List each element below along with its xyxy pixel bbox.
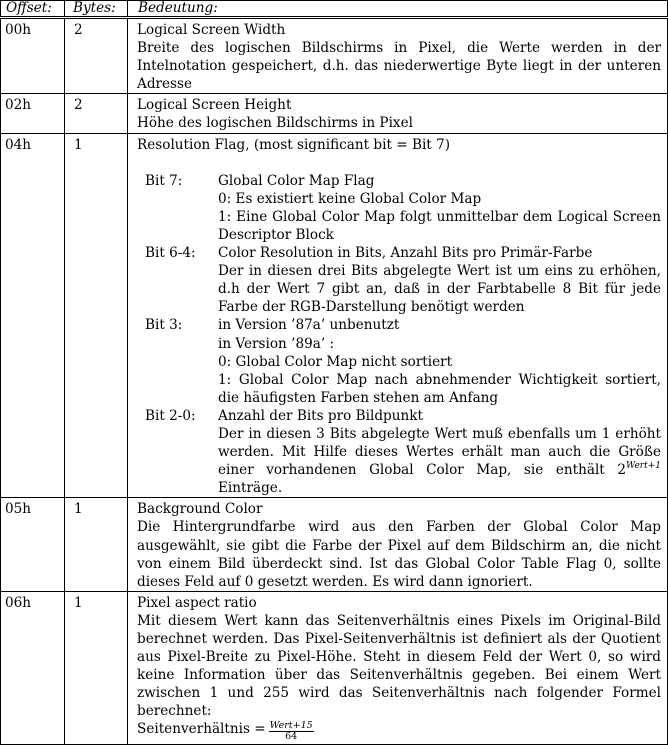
description-cell [128, 591, 668, 745]
bytes-cell: 1 [65, 498, 128, 591]
bit-definition [145, 244, 661, 316]
bit-line: 0: Es existiert keine Global Color Map [218, 190, 482, 207]
bit-line: 1: Global Color Map nach abnehmender Wichtigkeit sortiert, die häufigsten Farben stehen am Anfang [218, 371, 661, 406]
description-cell [128, 18, 668, 94]
bit-label: Bit 7: [145, 172, 183, 189]
header-offset: Offset: [1, 1, 65, 18]
bytes-cell: 1 [65, 133, 128, 498]
offset-cell: 05h [1, 498, 65, 591]
field-title: Background Color [137, 501, 263, 518]
description-cell [128, 498, 668, 591]
bytes-cell: 1 [65, 591, 128, 745]
offset-cell: 04h [1, 133, 65, 498]
bit-label: Bit 6-4: [145, 245, 196, 262]
bit-definitions [137, 172, 661, 498]
bit-line: 1: Eine Global Color Map folgt unmittelbar dem Logical Screen Descriptor Block [218, 208, 661, 243]
offset-cell: 02h [1, 94, 65, 133]
header-bytes: Bytes: [65, 1, 128, 18]
bytes-cell: 2 [65, 18, 128, 94]
formula-numerator: Wert+15 [269, 720, 313, 732]
formula-exponent: Wert+1 [625, 461, 661, 472]
bit-label: Bit 2-0: [145, 407, 196, 424]
bit-line: Der in diesen drei Bits abgelegte Wert ist um eins zu erhöhen, d.h der Wert 7 gibt an, daß in der Farbtabelle 8 Bit für jede Farbe der RGB-Darstellung benötigt werden [218, 263, 661, 316]
formula-tail: Einträge. [218, 480, 283, 497]
field-description: Höhe des logischen Bildschirms in Pixel [137, 115, 413, 132]
field-description: Mit diesem Wert kann das Seitenverhältnis eines Pixels im Original-Bild berechnet werden. Das Pixel-Seitenverhältnis ist definiert als der Quotient aus Pixel-Breite zu Pixel-Höhe. Steht in diesem Feld der Wert 0, so wird keine Information über das Seitenverhältnis gegeben. Bei einem Wert zwischen 1 und 255 wird das Seitenverhältnis nach folgender Formel berechnet: [137, 612, 661, 720]
header-meaning: Bedeutung: [128, 1, 668, 18]
bit-definition [145, 407, 661, 497]
formula-label: Seitenverhältnis = [137, 721, 266, 738]
table-row [1, 133, 668, 498]
bit-definition [145, 172, 661, 244]
table-row [1, 18, 668, 94]
aspect-ratio-formula [137, 720, 661, 744]
bit-line: Global Color Map Flag [218, 172, 375, 189]
bit-line: 0: Global Color Map nicht sortiert [218, 353, 453, 370]
bit-line: Color Resolution in Bits, Anzahl Bits pro Primär-Farbe [218, 245, 593, 262]
description-cell [128, 94, 668, 133]
bit-label: Bit 3: [145, 317, 183, 334]
bit-line: Anzahl der Bits pro Bildpunkt [218, 407, 423, 424]
field-title: Pixel aspect ratio [137, 594, 257, 611]
description-cell [128, 133, 668, 498]
formula-fraction [269, 721, 314, 742]
table-row [1, 498, 668, 591]
field-title: Resolution Flag, (most significant bit = Bit 7) [137, 136, 451, 153]
formula-text: Der in diesen 3 Bits abgelegte Wert muß ebenfalls um 1 erhöht werden. Mit Hilfe dieses Wertes erhält man auch die Größe einer vorhandenen Global Color Map, sie enthält 2 [218, 425, 661, 479]
field-description: Die Hintergrundfarbe wird aus den Farben der Global Color Map ausgewählt, sie gibt die Farbe der Pixel auf dem Bildschirm an, die nicht von einem Bild überdeckt sind. Ist das Global Color Table Flag 0, sollte dieses Feld auf 0 gesetzt werden. Es wird dann ignoriert. [137, 519, 661, 590]
formula-denominator: 64 [285, 731, 298, 743]
offset-cell: 06h [1, 591, 65, 745]
table-row [1, 591, 668, 745]
table-row [1, 94, 668, 133]
table-header [1, 1, 668, 18]
bit-line: in Version ’87a’ unbenutzt [218, 317, 400, 334]
offset-cell: 00h [1, 18, 65, 94]
bytes-cell: 2 [65, 94, 128, 133]
field-title: Logical Screen Height [137, 97, 292, 114]
bit-line [218, 425, 661, 497]
bit-line: in Version ’89a’ : [218, 335, 335, 352]
bit-definition [145, 316, 661, 406]
field-description: Breite des logischen Bildschirms in Pixel, die Werte werden in der Intelnotation gespeichert, d.h. das niederwertige Byte liegt in der unteren Adresse [137, 40, 661, 93]
field-title: Logical Screen Width [137, 22, 286, 38]
